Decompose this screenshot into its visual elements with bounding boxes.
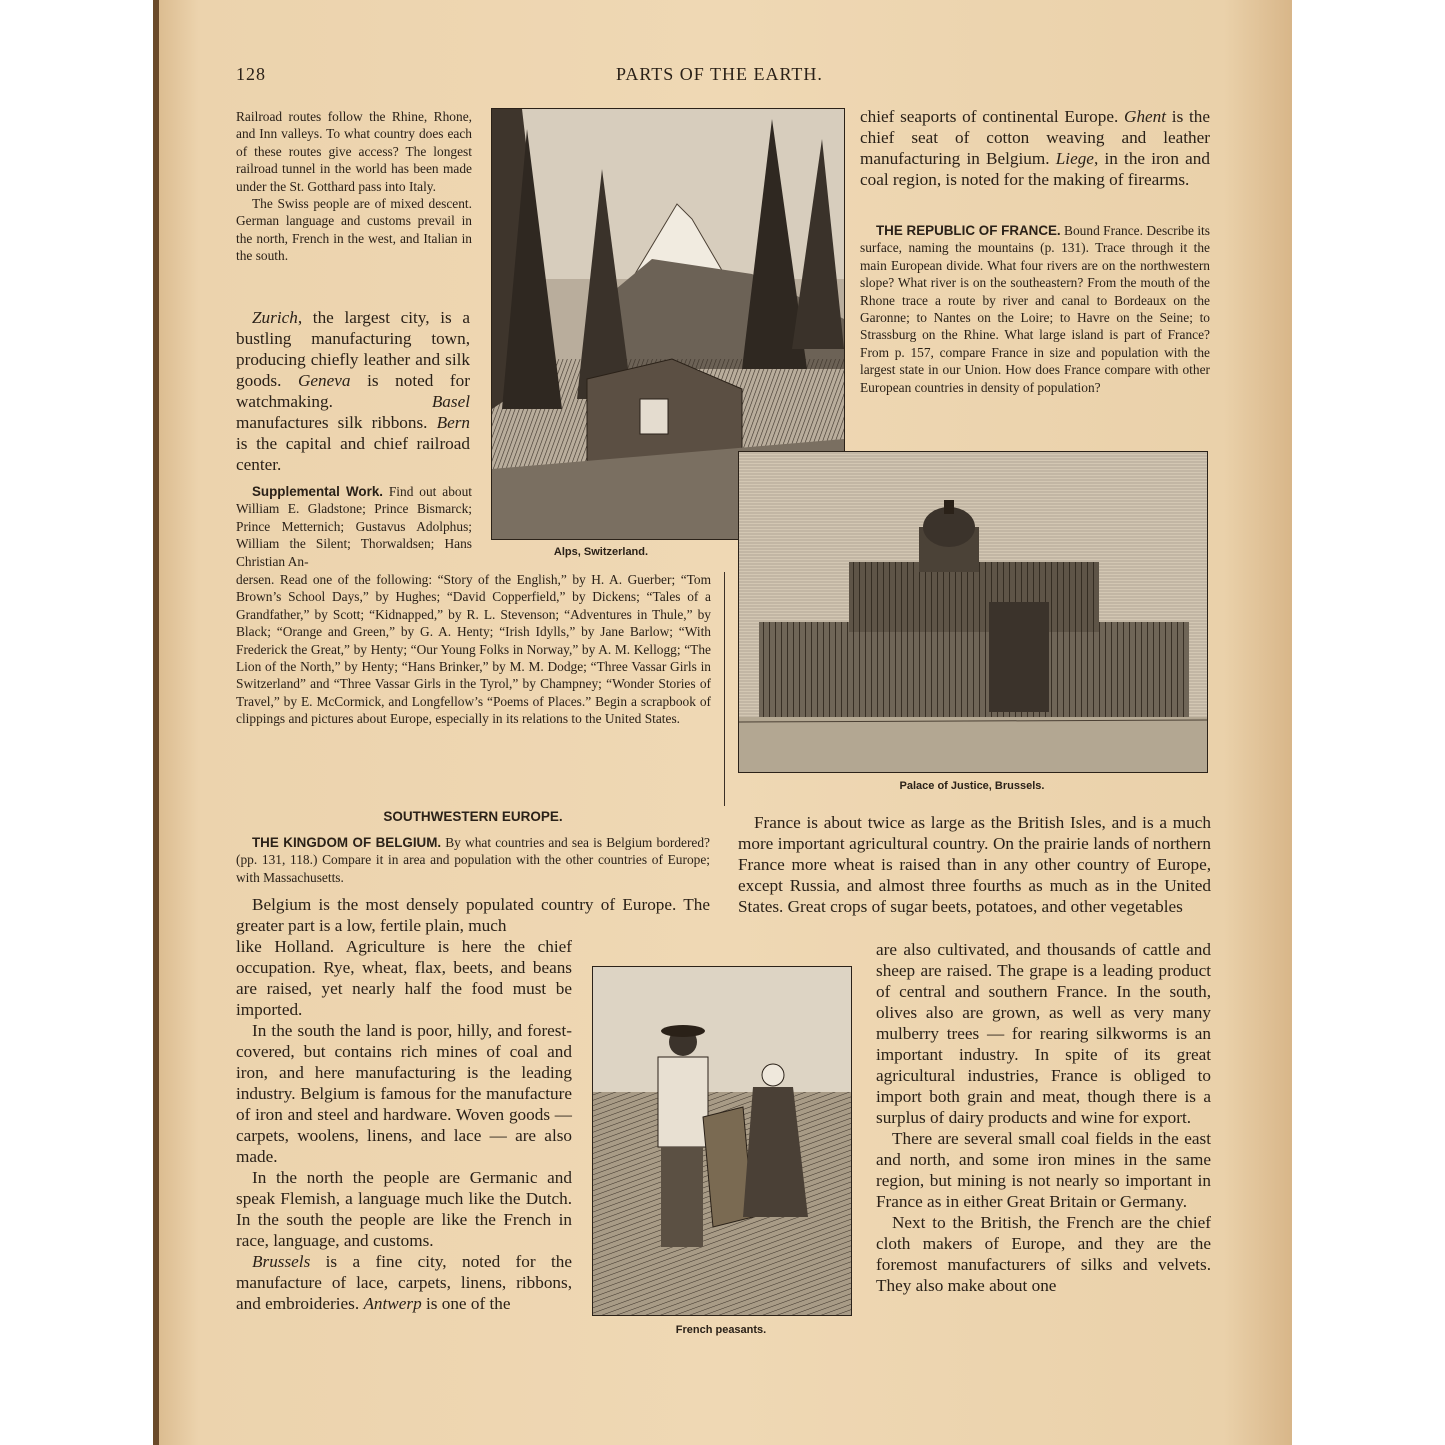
- text: is noted for watchmaking.: [236, 371, 470, 411]
- text: , the largest city, is a bustling manufacturing town, producing chiefly leather and silk goods.: [236, 308, 470, 390]
- text: is the chief seat of cotton weaving and leather manufacturing in Belgium.: [860, 107, 1211, 168]
- page-edge-shadow: [153, 0, 159, 1445]
- city-name: Basel: [431, 392, 470, 411]
- belgium-cities-text: [860, 106, 1210, 190]
- running-head: PARTS OF THE EARTH.: [616, 64, 823, 84]
- text: is a fine city, noted for the manufacture of lace, carpets, linens, ribbons, and embroideries.: [236, 1252, 572, 1313]
- palace-illustration: [739, 452, 1207, 772]
- paragraph: are also cultivated, and thousands of cattle and sheep are raised. The grape is a leading product of central and southern France. In the south, olives also are grown, as well as very many mulberry trees — for rearing silkworms is an important industry. In spite of its great agricultural industries, France is obliged to import both grain and meat, though there is a surplus of dairy products and wine for export.: [876, 940, 1211, 1127]
- paragraph: The Swiss people are of mixed descent. German language and customs prevail in the north, French in the west, and Italian in the south.: [236, 196, 472, 264]
- paragraph: France is about twice as large as the British Isles, and is a much more important agricultural country. On the prairie lands of northern France more wheat is raised than in any other country of Europe, except Russia, and almost three fourths as much as in the United States. Great crops of sugar beets, potatoes, and other vegetables: [738, 813, 1211, 916]
- supplemental-work-wide: [236, 571, 711, 728]
- paragraph: In the south the land is poor, hilly, and forest-covered, but contains rich mines of coal and iron, and here manufacturing is the leading industry. Belgium is famous for the manufacture of iron and steel and hardware. Woven goods — carpets, woolens, linens, and lace — are also made.: [236, 1021, 572, 1166]
- paragraph: Railroad routes follow the Rhine, Rhone, and Inn valleys. To what country does each of these routes give access? The longest railroad tunnel in the world has been made under the St. Gotthard pass into Italy.: [236, 109, 472, 194]
- city-name: Ghent: [1124, 107, 1167, 126]
- supplemental-heading: Supplemental Work.: [252, 484, 383, 499]
- belgium-heading: THE KINGDOM OF BELGIUM.: [252, 835, 442, 850]
- paragraph: In the north the people are Germanic and speak Flemish, a language much like the Dutch. In the south the people are like the French in race, language, and customs.: [236, 1168, 572, 1250]
- city-name: Geneva: [297, 371, 351, 390]
- paragraph: Belgium is the most densely populated country of Europe. The greater part is a low, fertile plain, much: [236, 895, 710, 935]
- paragraph: There are several small coal fields in the east and north, and some iron mines in the same region, but mining is not nearly so important in France as in either Great Britain or Germany.: [876, 1129, 1211, 1211]
- text: Find out about William E. Gladstone; Prince Bismarck; Prince Metternich; Gustavus Adolphus; William the Silent; Thorwaldsen; Hans Christian An-: [236, 484, 472, 569]
- belgium-questions: [236, 834, 710, 886]
- column-rule: [724, 572, 725, 806]
- palace-caption: Palace of Justice, Brussels.: [899, 780, 1045, 792]
- city-name: Bern: [436, 413, 470, 432]
- swiss-railroads-text: [236, 108, 472, 265]
- france-text-wide: [738, 812, 1211, 917]
- text: is one of the: [421, 1294, 511, 1313]
- france-questions: [860, 222, 1210, 396]
- page-number: 128: [236, 64, 266, 84]
- text: , in the iron and coal region, is noted for the making of firearms.: [860, 149, 1210, 189]
- paragraph: like Holland. Agriculture is here the chief occupation. Rye, wheat, flax, beets, and beans are raised, yet nearly half the food must be imported.: [236, 937, 572, 1019]
- swiss-cities-text: [236, 307, 470, 475]
- paragraph: dersen. Read one of the following: “Story of the English,” by H. A. Guerber; “Tom Brown’s School Days,” by Hughes; “David Copperfield,” by Dickens; “Tales of a Grandfather,” by Scott; “Kidnapped,” by R. L. Stevenson; “Adventures in Thule,” by Black; “Orange and Green,” by G. A. Henty; “Irish Idylls,” by Jane Barlow; “With Frederick the Great,” by Henty; “Our Young Folks in Norway,” by A. M. Kellogg; “The Lion of the North,” by Henty; “Hans Brinker,” by M. M. Dodge; “Three Vassar Girls in Switzerland” and “Three Vassar Girls in the Tyrol,” by Champney; “Wonder Stories of Travel,” by E. McCormick, and Longfellow’s “Poems of Places.” Begin a scrapbook of clippings and pictures about Europe, especially in its relations to the United States.: [236, 572, 711, 727]
- city-name: Antwerp: [363, 1294, 422, 1313]
- supplemental-work-narrow: [236, 483, 472, 570]
- text: Bound France. Describe its surface, naming the mountains (p. 131). Trace through it the main European divide. What four rivers are on the northwestern slope? What river is on the southeastern? From the mouth of the Rhone trace a route by river and canal to Bordeaux on the Garonne; to Nantes on the Loire; to Havre on the Seine; to Strassburg on the Rhine. What large island is part of France? From p. 157, compare France in size and population with the largest state in our Union. How does France compare with other European countries in density of population?: [860, 223, 1210, 395]
- belgium-text-narrow: [236, 936, 572, 1314]
- text: By what countries and sea is Belgium bordered? (pp. 131, 118.) Compare it in area and population with the other countries of Europe; with Massachusetts.: [236, 835, 710, 885]
- city-name: Liege: [1055, 149, 1094, 168]
- france-text-narrow: [876, 939, 1211, 1296]
- text: is the capital and chief railroad center.: [236, 434, 470, 474]
- france-heading: THE REPUBLIC OF FRANCE.: [876, 223, 1061, 238]
- city-name: Zurich: [252, 308, 298, 327]
- belgium-text-wide: [236, 894, 710, 936]
- alps-caption: Alps, Switzerland.: [553, 546, 649, 558]
- peasants-illustration: [593, 967, 851, 1315]
- section-heading: SOUTHWESTERN EUROPE.: [383, 809, 563, 824]
- peasants-caption: French peasants.: [675, 1324, 767, 1336]
- peasants-engraving: [592, 966, 852, 1316]
- text: manufactures silk ribbons.: [236, 413, 437, 432]
- text: chief seaports of continental Europe.: [860, 107, 1125, 126]
- city-name: Brussels: [252, 1252, 311, 1271]
- palace-engraving: [738, 451, 1208, 773]
- paragraph: Next to the British, the French are the chief cloth makers of Europe, and they are the foremost manufacturers of silks and velvets. They also make about one: [876, 1213, 1211, 1295]
